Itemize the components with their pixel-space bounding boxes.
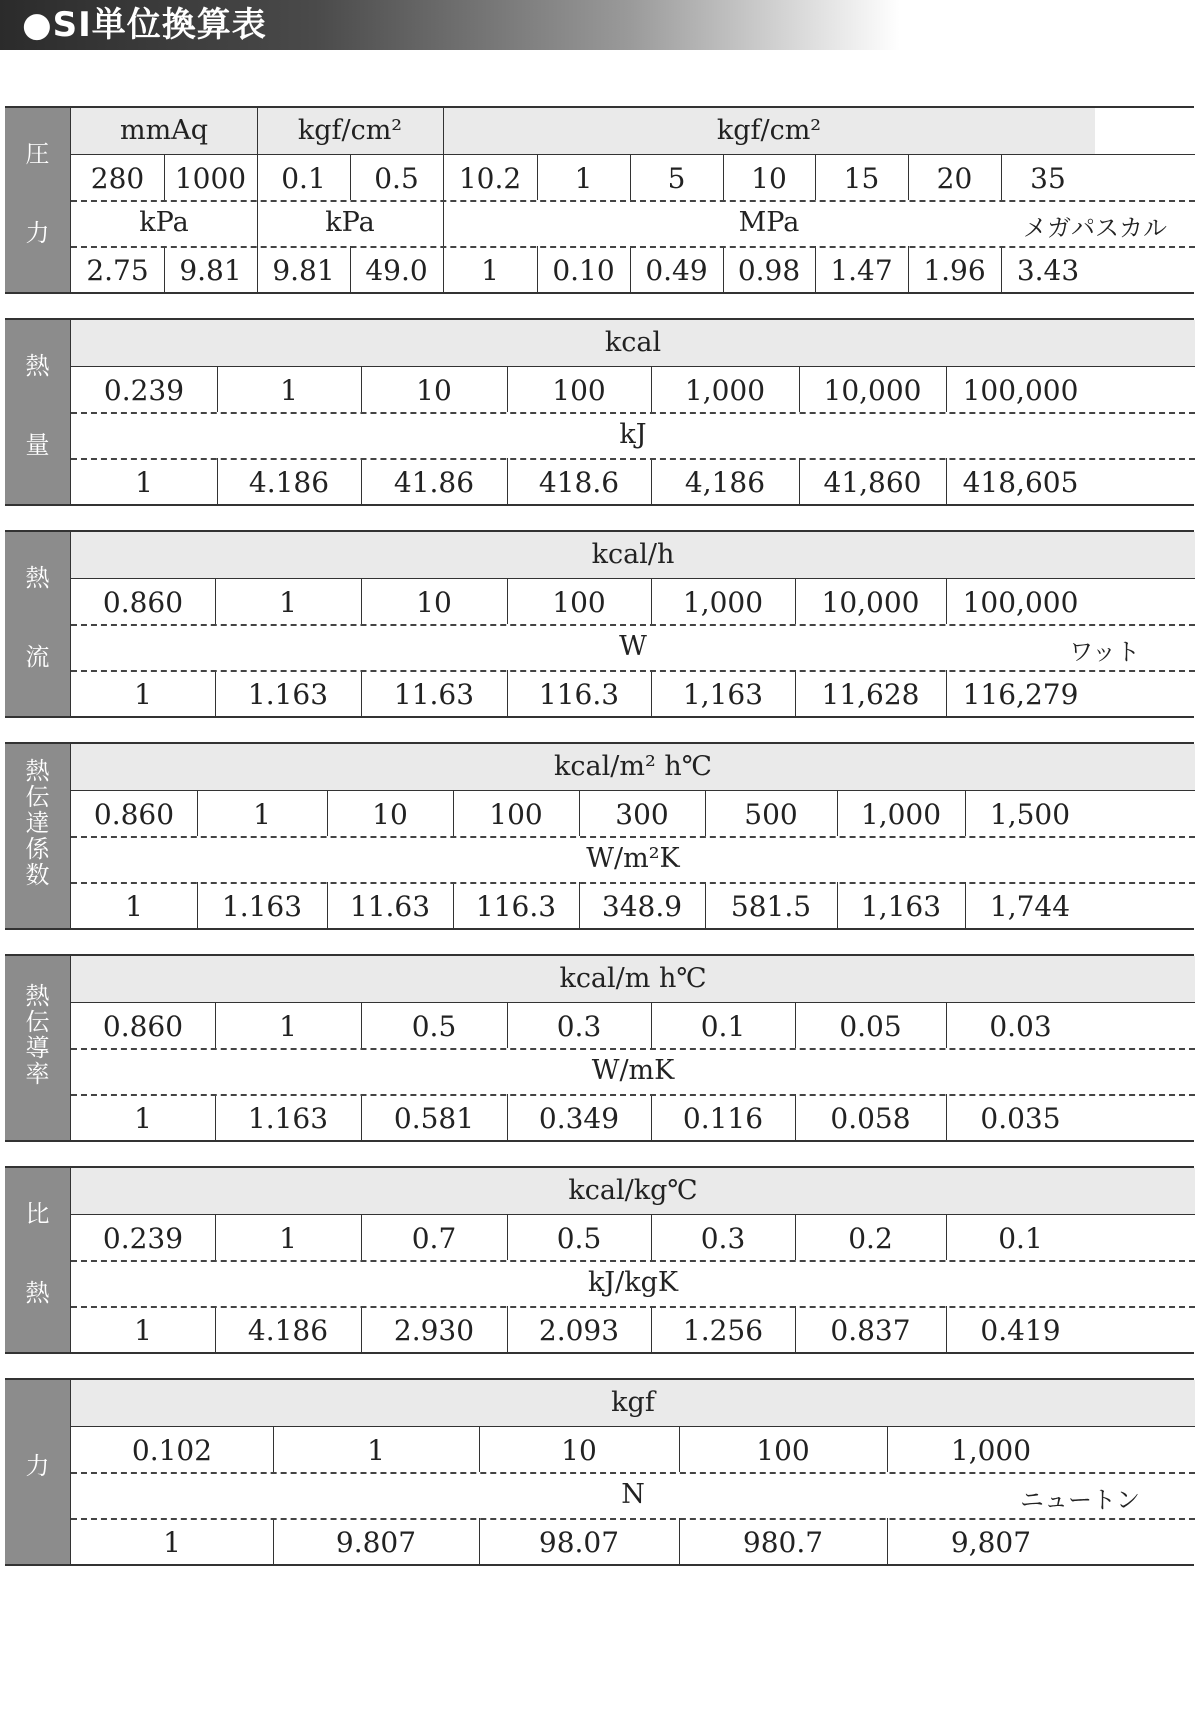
bottom-value: 4.186 xyxy=(248,466,330,499)
bottom-value: 3.43 xyxy=(1016,254,1080,287)
top-value: 500 xyxy=(744,798,798,831)
table-heat-flow xyxy=(5,530,1194,718)
top-value: 0.05 xyxy=(839,1010,902,1043)
top-unit: kcal/m² h℃ xyxy=(71,744,1195,790)
section-label xyxy=(5,320,70,504)
cell-divider xyxy=(965,882,966,928)
top-value: 0.1 xyxy=(700,1010,746,1043)
cell-divider xyxy=(679,1518,680,1564)
bottom-value: 1.47 xyxy=(830,254,893,287)
dashed-divider xyxy=(71,1518,1195,1520)
cell-divider xyxy=(799,458,800,504)
cell-divider xyxy=(795,578,796,624)
bottom-value: 1 xyxy=(135,466,153,499)
top-unit: kgf xyxy=(71,1380,1195,1426)
bottom-value: 1 xyxy=(125,890,143,923)
bottom-value: 581.5 xyxy=(730,890,812,923)
bottom-value: 418.6 xyxy=(538,466,620,499)
section-label-char: 力 xyxy=(25,1452,50,1481)
section-label-char: 達 xyxy=(25,809,50,837)
cell-divider xyxy=(479,1518,480,1564)
cell-divider xyxy=(651,670,652,716)
bottom-value: 41,860 xyxy=(823,466,922,499)
section-label-char: 率 xyxy=(25,1060,50,1088)
cell-divider xyxy=(630,154,631,200)
cell-divider xyxy=(453,790,454,836)
bottom-value: 116,279 xyxy=(962,678,1079,711)
bottom-value: 418,605 xyxy=(962,466,1079,499)
top-unit: kcal xyxy=(71,320,1195,366)
bottom-value: 0.581 xyxy=(393,1102,475,1135)
cell-divider xyxy=(723,246,724,292)
bottom-value: 1 xyxy=(481,254,499,287)
top-value: 0.860 xyxy=(102,1010,184,1043)
unit-note: メガパスカル xyxy=(1023,214,1167,242)
cell-divider xyxy=(361,1306,362,1352)
bottom-value: 0.98 xyxy=(737,254,801,287)
cell-divider xyxy=(651,1002,652,1048)
cell-divider xyxy=(507,1214,508,1260)
top-value: 10 xyxy=(751,162,787,195)
cell-divider xyxy=(965,790,966,836)
table-force xyxy=(5,1378,1194,1566)
bottom-value: 11.63 xyxy=(349,890,431,923)
table-grid xyxy=(70,956,1195,1140)
bottom-value: 116.3 xyxy=(538,678,620,711)
bottom-unit: kPa xyxy=(325,207,375,238)
section-label-char: 力 xyxy=(25,219,50,248)
bottom-value: 9,807 xyxy=(950,1526,1032,1559)
section-label-char: 伝 xyxy=(25,783,50,811)
table-specific-heat xyxy=(5,1166,1194,1354)
cell-divider xyxy=(946,670,947,716)
section-label-char: 伝 xyxy=(25,1008,50,1036)
section-label-char: 導 xyxy=(25,1034,50,1062)
cell-divider xyxy=(197,882,198,928)
bottom-unit: kJ/kgK xyxy=(587,1267,679,1298)
table-grid xyxy=(70,1380,1195,1564)
bottom-value: 0.419 xyxy=(980,1314,1061,1347)
top-value: 0.7 xyxy=(411,1222,457,1255)
bottom-value: 1.163 xyxy=(221,890,303,923)
bottom-value: 1 xyxy=(163,1526,181,1559)
cell-divider xyxy=(795,1002,796,1048)
table-grid xyxy=(70,320,1195,504)
top-value: 0.3 xyxy=(700,1222,746,1255)
cell-divider xyxy=(795,670,796,716)
bottom-unit: W xyxy=(619,631,647,662)
top-value: 1000 xyxy=(174,162,247,195)
bottom-value: 0.10 xyxy=(552,254,615,287)
section-label-char: 比 xyxy=(25,1200,50,1228)
bottom-value: 0.837 xyxy=(830,1314,911,1347)
cell-divider xyxy=(453,882,454,928)
top-value: 0.5 xyxy=(556,1222,602,1255)
top-value: 1,000 xyxy=(684,374,766,407)
bottom-value: 0.116 xyxy=(682,1102,764,1135)
bottom-value: 2.093 xyxy=(538,1314,620,1347)
section-label-char: 流 xyxy=(25,643,50,672)
section-label xyxy=(5,108,70,292)
cell-divider xyxy=(327,882,328,928)
section-label-char: 熱 xyxy=(25,564,50,592)
section-label xyxy=(5,532,70,716)
top-value: 100 xyxy=(489,798,543,831)
top-value: 15 xyxy=(843,162,880,195)
cell-divider xyxy=(197,790,198,836)
cell-divider xyxy=(946,1306,947,1352)
cell-divider xyxy=(705,790,706,836)
dashed-divider xyxy=(71,458,1195,460)
section-label xyxy=(5,744,70,928)
cell-divider xyxy=(795,1214,796,1260)
top-unit: mmAq xyxy=(71,108,257,154)
table-conductivity xyxy=(5,954,1194,1142)
cell-divider xyxy=(215,1214,216,1260)
cell-divider xyxy=(1001,246,1002,292)
bottom-value: 98.07 xyxy=(538,1526,620,1559)
cell-divider xyxy=(815,246,816,292)
cell-divider xyxy=(537,154,538,200)
top-value: 100,000 xyxy=(962,374,1079,407)
cell-divider xyxy=(579,790,580,836)
bottom-value: 9.81 xyxy=(179,254,242,287)
cell-divider xyxy=(723,154,724,200)
top-value: 0.5 xyxy=(374,162,419,195)
cell-divider xyxy=(651,1214,652,1260)
unit-note: ワット xyxy=(1069,638,1140,666)
top-value: 0.1 xyxy=(281,162,326,195)
bottom-value: 0.49 xyxy=(645,254,708,287)
cell-divider xyxy=(350,154,351,200)
bottom-unit: kPa xyxy=(139,207,189,238)
table-heat-transfer xyxy=(5,742,1194,930)
bottom-value: 980.7 xyxy=(742,1526,824,1559)
bottom-value: 11.63 xyxy=(393,678,475,711)
bottom-value: 2.75 xyxy=(86,254,149,287)
cell-divider xyxy=(507,1002,508,1048)
cell-divider xyxy=(1001,154,1002,200)
bottom-value: 1,163 xyxy=(860,890,942,923)
bottom-value: 11,628 xyxy=(821,678,920,711)
cell-divider xyxy=(887,1426,888,1472)
top-value: 280 xyxy=(90,162,145,195)
top-value: 35 xyxy=(1030,162,1066,195)
section-label-char: 熱 xyxy=(25,982,50,1010)
cell-divider xyxy=(327,790,328,836)
top-value: 0.03 xyxy=(989,1010,1052,1043)
cell-divider xyxy=(350,246,351,292)
cell-divider xyxy=(887,1518,888,1564)
cell-divider xyxy=(507,670,508,716)
top-value: 1,000 xyxy=(860,798,942,831)
title-bar xyxy=(0,0,900,50)
cell-divider xyxy=(630,246,631,292)
top-value: 1 xyxy=(280,374,298,407)
top-value: 10,000 xyxy=(821,586,920,619)
cell-divider xyxy=(215,578,216,624)
cell-divider xyxy=(507,458,508,504)
top-value: 100,000 xyxy=(962,586,1079,619)
dashed-divider xyxy=(71,670,1195,672)
top-value: 100 xyxy=(552,586,606,619)
cell-divider xyxy=(215,1002,216,1048)
top-value: 1 xyxy=(574,162,593,195)
section-label-char: 熱 xyxy=(25,757,50,785)
top-value: 1 xyxy=(279,1010,297,1043)
bottom-value: 0.035 xyxy=(980,1102,1061,1135)
section-label-char: 熱 xyxy=(25,1279,50,1308)
table-grid xyxy=(70,108,1195,292)
cell-divider xyxy=(164,154,165,200)
section-label-char: 量 xyxy=(25,431,50,460)
cell-divider xyxy=(215,1094,216,1140)
top-value: 100 xyxy=(756,1434,810,1467)
bottom-value: 49.0 xyxy=(365,254,428,287)
cell-divider xyxy=(815,154,816,200)
dashed-divider xyxy=(71,246,1195,248)
cell-divider xyxy=(579,882,580,928)
bottom-value: 1.256 xyxy=(682,1314,764,1347)
cell-divider xyxy=(361,1002,362,1048)
bottom-unit: kJ xyxy=(619,419,647,450)
bottom-value: 41.86 xyxy=(393,466,475,499)
table-grid xyxy=(70,744,1195,928)
cell-divider xyxy=(946,1214,947,1260)
bottom-value: 348.9 xyxy=(601,890,683,923)
table-grid xyxy=(70,1168,1195,1352)
cell-divider xyxy=(273,1426,274,1472)
cell-divider xyxy=(946,1002,947,1048)
top-value: 100 xyxy=(552,374,606,407)
bottom-unit: W/mK xyxy=(591,1055,675,1086)
top-value: 1,000 xyxy=(950,1434,1032,1467)
top-value: 10,000 xyxy=(823,374,922,407)
top-unit: kcal/h xyxy=(71,532,1195,578)
section-label-char: 熱 xyxy=(25,352,50,380)
cell-divider xyxy=(507,1306,508,1352)
top-value: 10 xyxy=(561,1434,597,1467)
bottom-unit: W/m²K xyxy=(586,843,680,874)
cell-divider xyxy=(537,246,538,292)
bottom-value: 1 xyxy=(134,1102,152,1135)
cell-divider xyxy=(361,366,362,412)
cell-divider xyxy=(679,1426,680,1472)
top-value: 0.239 xyxy=(102,1222,184,1255)
cell-divider xyxy=(705,882,706,928)
section-label-char: 係 xyxy=(25,835,50,863)
cell-divider xyxy=(651,366,652,412)
top-value: 300 xyxy=(615,798,669,831)
top-value: 0.239 xyxy=(103,374,185,407)
table-grid xyxy=(70,532,1195,716)
bottom-value: 1.163 xyxy=(247,678,329,711)
top-value: 0.2 xyxy=(848,1222,893,1255)
cell-divider xyxy=(361,1214,362,1260)
cell-divider xyxy=(507,578,508,624)
section-label xyxy=(5,1380,70,1564)
cell-divider xyxy=(837,790,838,836)
cell-divider xyxy=(507,366,508,412)
bottom-value: 1,744 xyxy=(989,890,1071,923)
cell-divider xyxy=(651,1094,652,1140)
dashed-divider xyxy=(71,1094,1195,1096)
top-value: 1 xyxy=(279,586,297,619)
bottom-unit: N xyxy=(621,1479,645,1510)
cell-divider xyxy=(946,578,947,624)
bottom-value: 2.930 xyxy=(393,1314,475,1347)
top-value: 0.102 xyxy=(131,1434,213,1467)
cell-divider xyxy=(908,154,909,200)
bottom-value: 0.349 xyxy=(538,1102,620,1135)
top-value: 0.5 xyxy=(411,1010,457,1043)
top-value: 20 xyxy=(936,162,973,195)
cell-divider xyxy=(217,366,218,412)
cell-divider xyxy=(479,1426,480,1472)
table-heat xyxy=(5,318,1194,506)
top-value: 0.860 xyxy=(102,586,184,619)
cell-divider xyxy=(273,1518,274,1564)
bottom-value: 1 xyxy=(134,1314,152,1347)
bottom-value: 1 xyxy=(134,678,152,711)
section-label-char: 数 xyxy=(25,861,50,889)
top-value: 5 xyxy=(667,162,686,195)
table-pressure xyxy=(5,106,1194,294)
bottom-value: 1.163 xyxy=(247,1102,329,1135)
top-value: 1,000 xyxy=(682,586,764,619)
cell-divider xyxy=(215,1306,216,1352)
unit-note: ニュートン xyxy=(1020,1486,1140,1514)
section-label xyxy=(5,956,70,1140)
cell-divider xyxy=(651,1306,652,1352)
cell-divider xyxy=(946,1094,947,1140)
top-value: 0.860 xyxy=(93,798,175,831)
top-unit: kcal/kg℃ xyxy=(71,1168,1195,1214)
top-unit: kgf/cm² xyxy=(443,108,1095,154)
cell-divider xyxy=(164,246,165,292)
cell-divider xyxy=(799,366,800,412)
bottom-value: 1,163 xyxy=(682,678,764,711)
section-label xyxy=(5,1168,70,1352)
top-value: 1 xyxy=(367,1434,385,1467)
page-title: ●SI単位換算表 xyxy=(22,5,267,45)
bottom-value: 9.807 xyxy=(335,1526,417,1559)
cell-divider xyxy=(837,882,838,928)
top-value: 10.2 xyxy=(458,162,522,195)
top-unit: kcal/m h℃ xyxy=(71,956,1195,1002)
cell-divider xyxy=(361,458,362,504)
bottom-unit: MPa xyxy=(738,207,800,238)
cell-divider xyxy=(946,366,947,412)
cell-divider xyxy=(651,578,652,624)
cell-divider xyxy=(361,1094,362,1140)
bottom-value: 1.96 xyxy=(923,254,986,287)
top-value: 1 xyxy=(253,798,271,831)
top-value: 10 xyxy=(372,798,408,831)
cell-divider xyxy=(651,458,652,504)
cell-divider xyxy=(215,670,216,716)
top-value: 0.1 xyxy=(998,1222,1043,1255)
cell-divider xyxy=(946,458,947,504)
cell-divider xyxy=(795,1306,796,1352)
cell-divider xyxy=(361,578,362,624)
top-value: 10 xyxy=(416,374,452,407)
top-value: 1 xyxy=(279,1222,297,1255)
cell-divider xyxy=(908,246,909,292)
bottom-value: 0.058 xyxy=(830,1102,911,1135)
section-label-char: 圧 xyxy=(25,140,50,168)
cell-divider xyxy=(507,1094,508,1140)
bottom-value: 4,186 xyxy=(684,466,766,499)
cell-divider xyxy=(361,670,362,716)
dashed-divider xyxy=(71,882,1195,884)
cell-divider xyxy=(217,458,218,504)
bottom-value: 116.3 xyxy=(475,890,557,923)
top-value: 10 xyxy=(416,586,452,619)
top-unit: kgf/cm² xyxy=(257,108,443,154)
top-value: 1,500 xyxy=(989,798,1071,831)
top-value: 0.3 xyxy=(556,1010,602,1043)
dashed-divider xyxy=(71,1306,1195,1308)
bottom-value: 4.186 xyxy=(247,1314,329,1347)
cell-divider xyxy=(795,1094,796,1140)
bottom-value: 9.81 xyxy=(272,254,335,287)
